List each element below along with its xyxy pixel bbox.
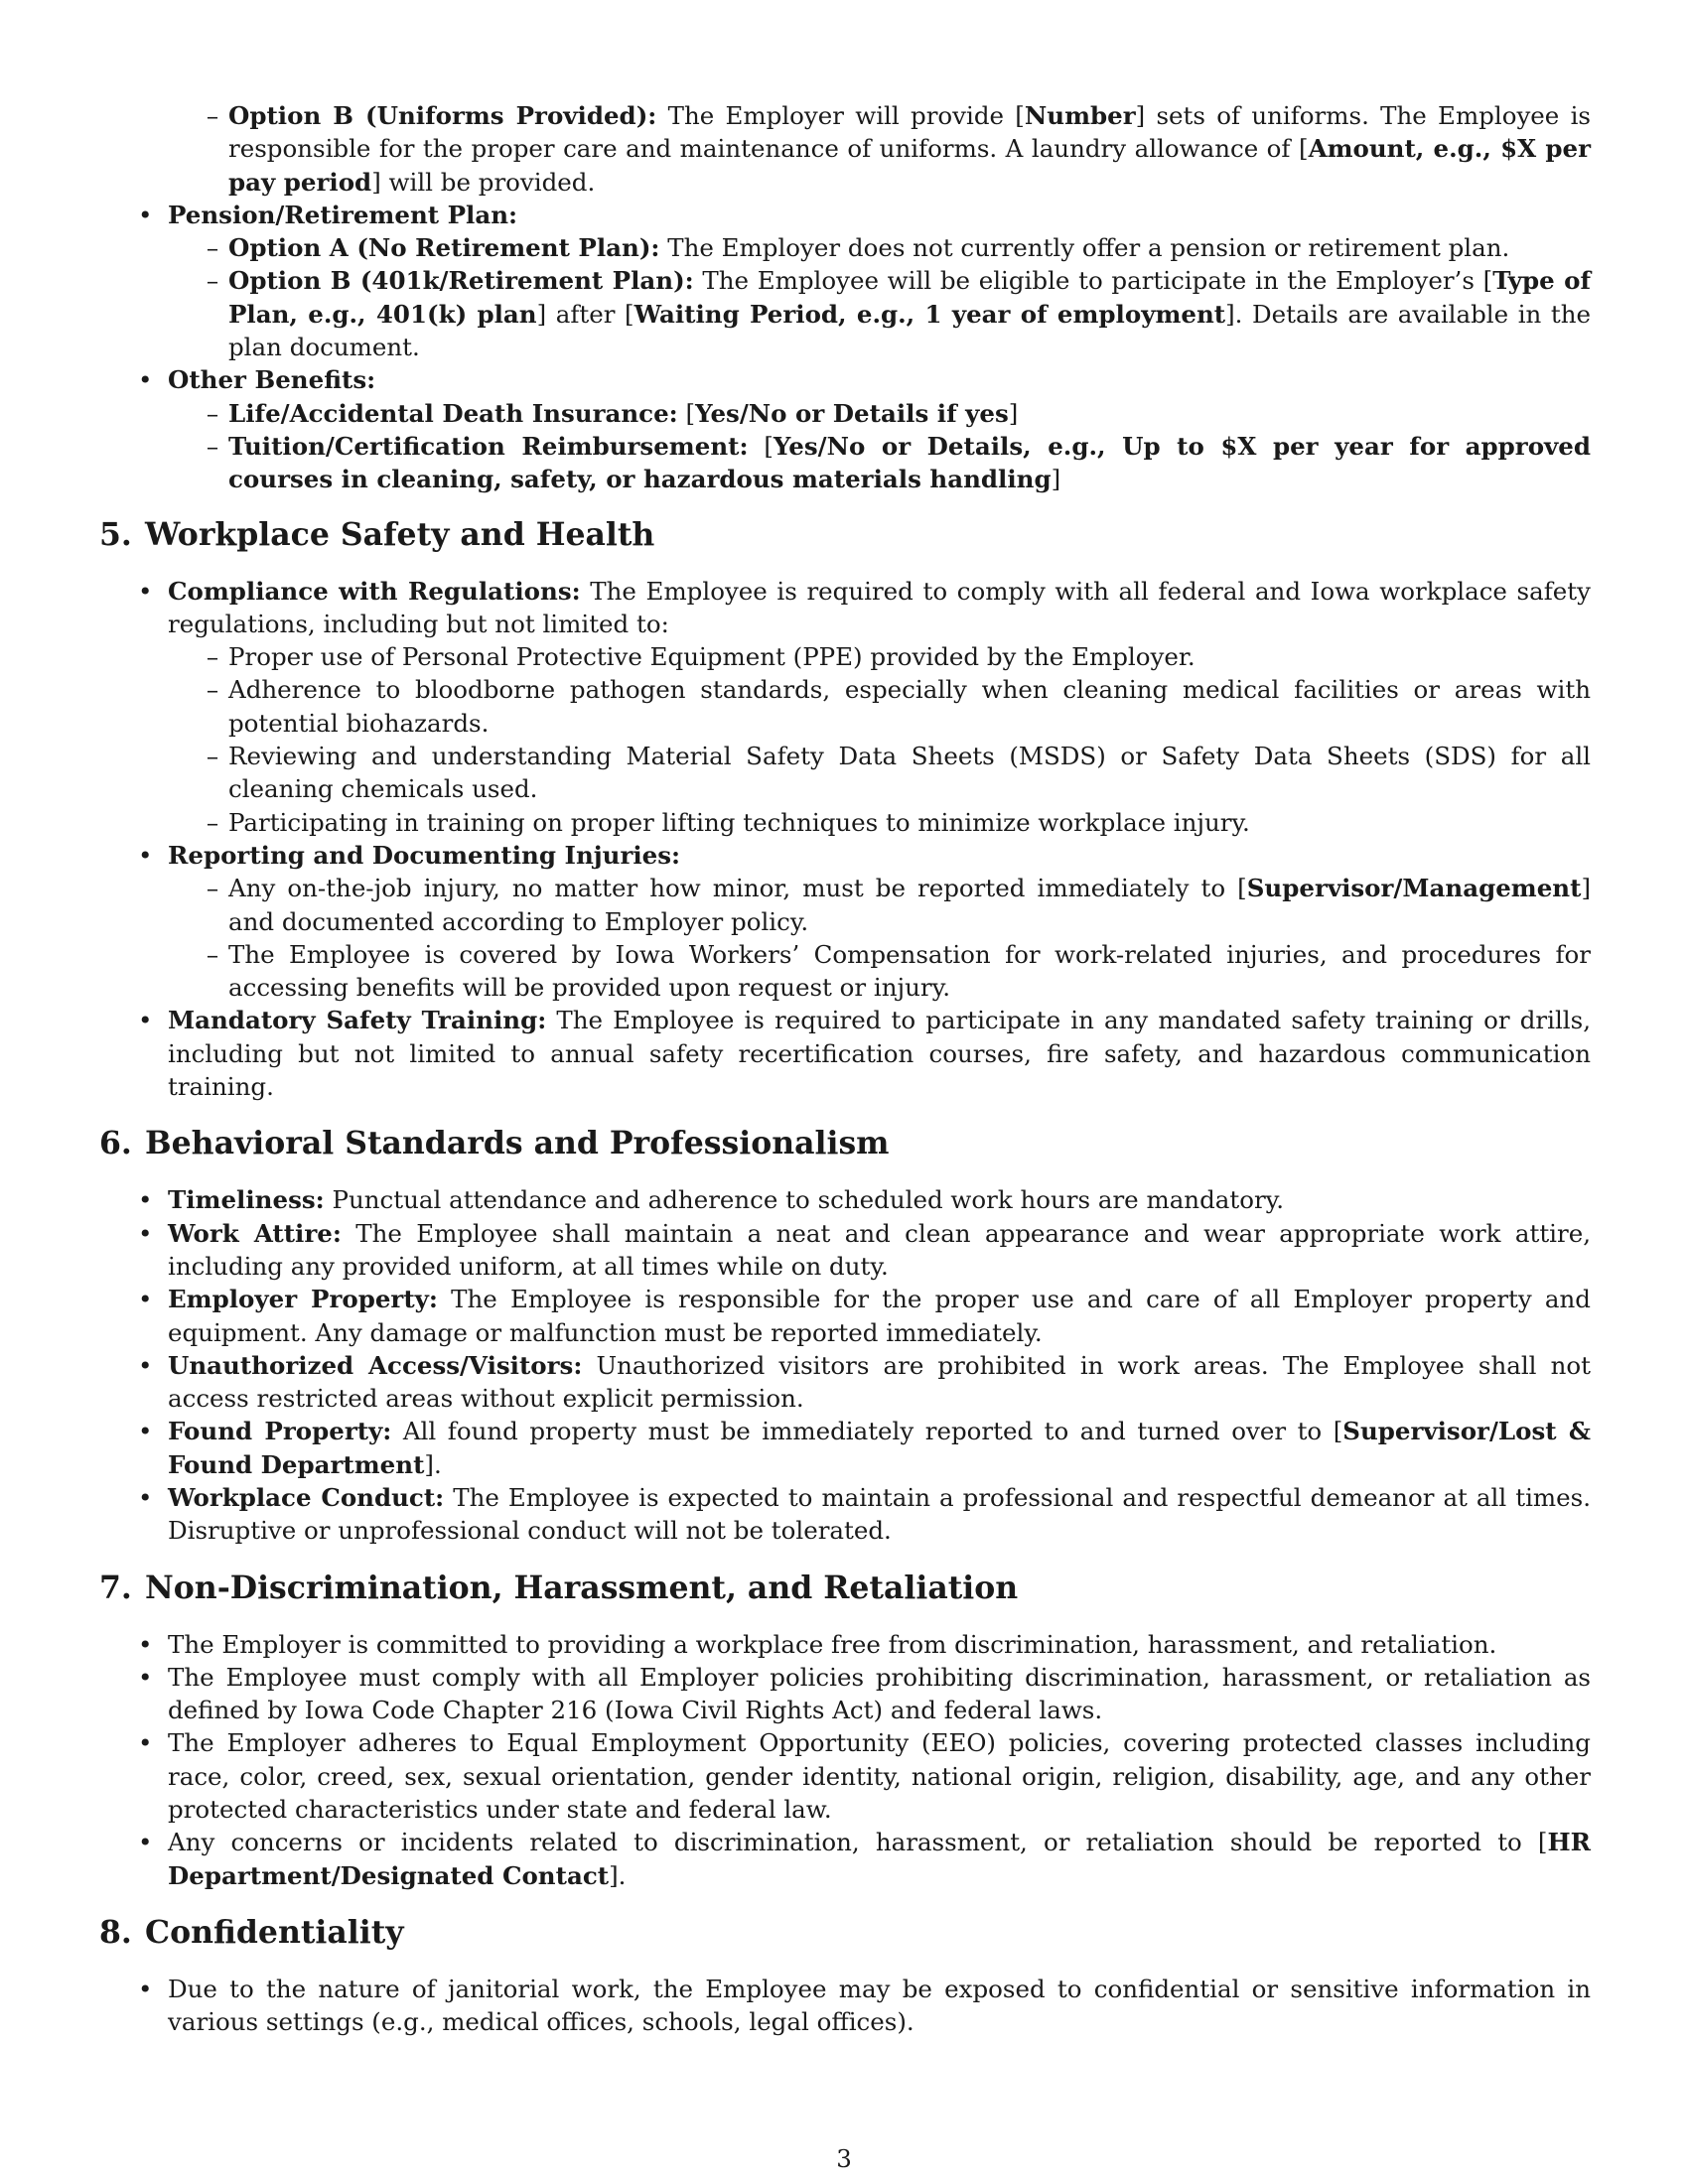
item-text xyxy=(168,1285,1591,1346)
bold-text-run: Supervisor/Lost & Found Department xyxy=(168,1417,1591,1479)
bold-text-run: Waiting Period, e.g., 1 year of employment xyxy=(633,299,1226,329)
text-run: ]. xyxy=(424,1449,442,1479)
bullet-item xyxy=(99,1217,1591,1284)
section-spacer xyxy=(99,1103,1591,1124)
section-number: 8. xyxy=(99,1913,132,1951)
bold-text-run: HR Department/Designated Contact xyxy=(168,1828,1591,1890)
item-text xyxy=(168,365,375,394)
section-bullet-list xyxy=(99,575,1591,1104)
bold-text-run: Tuition/Certification Reimbursement: xyxy=(228,431,749,461)
section-spacer xyxy=(99,1892,1591,1913)
bold-text-run: Supervisor/Management xyxy=(1246,874,1582,903)
text-run: ] after [ xyxy=(536,299,634,329)
bullet-marker: • xyxy=(138,1728,153,1758)
text-run: Punctual attendance and adherence to scheduled work hours are mandatory. xyxy=(324,1185,1285,1215)
bullet-marker: • xyxy=(138,1629,153,1659)
text-run: Any on-the-job injury, no matter how minor, must be reported immediately to [ xyxy=(228,874,1247,903)
section-heading xyxy=(99,1569,1591,1608)
bold-text-run: Option B (401k/Retirement Plan): xyxy=(228,266,694,296)
bullet-item xyxy=(99,1726,1591,1826)
text-run: ] sets of uniforms. The Employee is responsible for the proper care and maintenance of uniforms. A laundry allowance of [ xyxy=(228,101,1591,164)
text-run: The Employee will be eligible to participate in the Employer’s [ xyxy=(693,266,1493,296)
text-run: [ xyxy=(677,398,696,428)
bullet-marker: • xyxy=(138,1285,153,1314)
bullet-item xyxy=(99,1004,1591,1103)
section-spacer xyxy=(99,1548,1591,1569)
bullet-marker: • xyxy=(138,840,153,870)
section-heading xyxy=(99,1124,1591,1163)
dash-marker: – xyxy=(206,101,219,130)
text-run: The Employee is required to participate in any mandated safety training or drills, including but not limited to annual safety recertification courses, fire safety, and hazardous communication training. xyxy=(168,1006,1591,1102)
text-run: Unauthorized visitors are prohibited in work areas. The Employee shall not access restricted areas without explicit permission. xyxy=(168,1350,1591,1414)
text-run: The Employee is expected to maintain a professional and respectful demeanor at all times. Disruptive or unprofessional conduct will not be tolerated. xyxy=(168,1482,1591,1546)
text-run: The Employer is committed to providing a workplace free from discrimination, harassment, and retaliation. xyxy=(168,1629,1497,1659)
item-text xyxy=(168,1828,1591,1889)
bold-text-run: Compliance with Regulations: xyxy=(168,576,581,606)
text-run: Any concerns or incidents related to discrimination, harassment, or retaliation should be reported to [ xyxy=(168,1828,1548,1857)
text-run: ]. Details are available in the plan document. xyxy=(228,299,1591,362)
bullet-marker: • xyxy=(138,1350,153,1380)
bullet-item xyxy=(99,1283,1591,1349)
section-title: Confidentiality xyxy=(145,1913,404,1951)
bold-text-run: Type of Plan, e.g., 401(k) plan xyxy=(228,266,1592,329)
sub-bullet-item xyxy=(168,872,1591,938)
item-text xyxy=(228,940,1591,1002)
bullet-item xyxy=(99,1973,1591,2039)
section-title: Behavioral Standards and Professionalism xyxy=(145,1125,890,1162)
section-spacer xyxy=(99,555,1591,575)
item-text xyxy=(228,742,1591,803)
section-title: Non-Discrimination, Harassment, and Retaliation xyxy=(145,1569,1019,1606)
text-run: The Employee is responsible for the proper use and care of all Employer property and equipment. Any damage or malfunction must be reported immediately. xyxy=(168,1285,1591,1347)
bullet-marker: • xyxy=(138,365,153,395)
item-text xyxy=(168,1728,1591,1824)
item-text xyxy=(168,577,1591,638)
bullet-marker: • xyxy=(138,1828,153,1857)
bullet-item xyxy=(99,1183,1591,1216)
bold-text-run: Option B (Uniforms Provided): xyxy=(228,101,657,130)
text-run: The Employee must comply with all Employer policies prohibiting discrimination, harassment, or retaliation as defined by Iowa Code Chapter 216 (Iowa Civil Rights Act) and federal laws. xyxy=(168,1662,1591,1725)
bold-text-run: Mandatory Safety Training: xyxy=(168,1006,547,1035)
sub-bullet-item xyxy=(99,99,1591,199)
benefits-list xyxy=(99,199,1591,496)
text-run: All found property must be immediately reported to and turned over to [ xyxy=(391,1417,1343,1446)
bold-text-run: Timeliness: xyxy=(168,1185,325,1215)
item-text xyxy=(228,808,1250,837)
text-run: The Employee is covered by Iowa Workers’ Compensation for work-related injuries, and procedures for accessing benefits will be provided upon request or injury. xyxy=(228,939,1591,1003)
sub-bullet-list xyxy=(168,231,1591,363)
text-run: ]. xyxy=(609,1860,627,1890)
section-spacer xyxy=(99,1953,1591,1973)
bold-text-run: Option A (No Retirement Plan): xyxy=(228,233,660,263)
item-text xyxy=(228,642,1196,671)
item-text xyxy=(168,1630,1496,1659)
text-run: The Employer does not currently offer a pension or retirement plan. xyxy=(659,233,1510,263)
section-title: Workplace Safety and Health xyxy=(145,515,655,553)
bold-text-run: Found Property: xyxy=(168,1417,392,1446)
bold-text-run: Yes/No or Details, e.g., Up to $X per year for approved courses in cleaning, safety, or hazardous materials handling xyxy=(228,431,1592,494)
bold-text-run: Reporting and Documenting Injuries: xyxy=(168,840,681,870)
sub-bullet-item xyxy=(168,397,1591,430)
bullet-marker: • xyxy=(138,1482,153,1512)
dash-marker: – xyxy=(206,398,219,428)
item-text xyxy=(168,1975,1591,2036)
bold-text-run: Life/Accidental Death Insurance: xyxy=(228,398,678,428)
item-text xyxy=(228,233,1509,262)
bullet-item xyxy=(99,1415,1591,1481)
sub-bullet-item xyxy=(168,430,1591,496)
text-run: ] will be provided. xyxy=(371,167,596,197)
dash-marker: – xyxy=(206,675,219,705)
bullet-item xyxy=(99,1349,1591,1416)
item-text xyxy=(168,201,517,229)
text-run: ] xyxy=(1051,465,1061,494)
section-spacer xyxy=(99,496,1591,515)
text-run: [ xyxy=(748,431,774,461)
sub-bullet-list xyxy=(168,872,1591,1004)
sub-bullet-item xyxy=(168,806,1591,839)
section-bullet-list xyxy=(99,1973,1591,2039)
continued-option-list xyxy=(99,99,1591,199)
dash-marker: – xyxy=(206,233,219,263)
bullet-marker: • xyxy=(138,576,153,606)
bold-text-run: Workplace Conduct: xyxy=(168,1482,445,1512)
item-text xyxy=(228,399,1018,428)
bullet-item xyxy=(99,1661,1591,1727)
bullet-marker: • xyxy=(138,200,153,229)
bullet-marker: • xyxy=(138,1006,153,1035)
text-run: ] xyxy=(1008,398,1019,428)
dash-marker: – xyxy=(206,642,219,672)
item-text xyxy=(168,1663,1591,1724)
bold-text-run: Pension/Retirement Plan: xyxy=(168,200,518,229)
text-run: Adherence to bloodborne pathogen standards, especially when cleaning medical facilities or areas with potential biohazards. xyxy=(228,675,1591,738)
bullet-item xyxy=(99,199,1591,363)
item-text xyxy=(168,1006,1591,1101)
sub-bullet-item xyxy=(168,938,1591,1005)
dash-marker: – xyxy=(206,431,219,461)
bold-text-run: Yes/No or Details if yes xyxy=(695,398,1009,428)
bold-text-run: Number xyxy=(1024,101,1136,130)
item-text xyxy=(228,675,1591,737)
section-spacer xyxy=(99,1163,1591,1183)
sub-bullet-item xyxy=(168,231,1591,264)
dash-marker: – xyxy=(206,807,219,837)
bullet-item xyxy=(99,575,1591,839)
bold-text-run: Work Attire: xyxy=(168,1218,342,1248)
item-text xyxy=(228,432,1591,493)
sub-bullet-list xyxy=(168,397,1591,496)
sub-bullet-list xyxy=(168,640,1591,839)
bullet-marker: • xyxy=(138,1185,153,1215)
text-run: ] and documented according to Employer policy. xyxy=(228,874,1591,936)
item-text xyxy=(228,101,1591,197)
bullet-marker: • xyxy=(138,1417,153,1446)
dash-marker: – xyxy=(206,742,219,771)
text-run: Participating in training on proper lifting techniques to minimize workplace injury. xyxy=(228,807,1250,837)
bold-text-run: Employer Property: xyxy=(168,1285,438,1314)
bold-text-run: Amount, e.g., $X per pay period xyxy=(228,134,1591,197)
section-number: 7. xyxy=(99,1569,132,1606)
dash-marker: – xyxy=(206,874,219,903)
section-number: 6. xyxy=(99,1125,132,1162)
bold-text-run: Other Benefits: xyxy=(168,365,376,395)
item-text xyxy=(168,1483,1591,1545)
section-heading xyxy=(99,1913,1591,1953)
dash-marker: – xyxy=(206,939,219,969)
dash-marker: – xyxy=(206,266,219,296)
item-text xyxy=(168,1417,1591,1478)
sub-bullet-item xyxy=(168,740,1591,806)
item-text xyxy=(168,1219,1591,1281)
bold-text-run: Unauthorized Access/Visitors: xyxy=(168,1350,583,1380)
text-run: Proper use of Personal Protective Equipment (PPE) provided by the Employer. xyxy=(228,642,1196,672)
item-text xyxy=(168,1185,1284,1214)
text-run: Due to the nature of janitorial work, the Employee may be exposed to confidential or sensitive information in various settings (e.g., medical offices, schools, legal offices). xyxy=(168,1974,1591,2037)
sub-bullet-item xyxy=(168,264,1591,363)
item-text xyxy=(168,1351,1591,1413)
bullet-item xyxy=(99,1826,1591,1892)
bullet-item xyxy=(99,1628,1591,1661)
bullet-item xyxy=(99,363,1591,495)
bullet-item xyxy=(99,1481,1591,1548)
text-run: The Employee shall maintain a neat and clean appearance and wear appropriate work attire, including any provided uniform, at all times while on duty. xyxy=(168,1218,1591,1281)
item-text xyxy=(228,266,1591,361)
text-run: Reviewing and understanding Material Safety Data Sheets (MSDS) or Safety Data Sheets (SDS) for all cleaning chemicals used. xyxy=(228,742,1591,804)
page-number: 3 xyxy=(836,2144,852,2173)
bullet-item xyxy=(99,839,1591,1004)
item-text xyxy=(228,874,1591,935)
section-number: 5. xyxy=(99,515,132,553)
bullet-marker: • xyxy=(138,1218,153,1248)
item-text xyxy=(168,841,680,870)
bullet-marker: • xyxy=(138,1974,153,2003)
text-run: The Employer adheres to Equal Employment Opportunity (EEO) policies, covering protected classes including race, color, creed, sex, sexual orientation, gender identity, national origin, religion, disability, age, and any other protected characteristics under state and federal law. xyxy=(168,1728,1591,1825)
bullet-marker: • xyxy=(138,1662,153,1692)
sub-bullet-item xyxy=(168,640,1591,673)
section-bullet-list xyxy=(99,1628,1591,1892)
sections-container xyxy=(99,496,1591,2039)
section-bullet-list xyxy=(99,1183,1591,1547)
section-heading xyxy=(99,515,1591,555)
page-content xyxy=(99,99,1591,2039)
section-spacer xyxy=(99,1608,1591,1628)
sub-bullet-item xyxy=(168,673,1591,740)
text-run: The Employer will provide [ xyxy=(656,101,1025,130)
text-run: The Employee is required to comply with all federal and Iowa workplace safety regulations, including but not limited to: xyxy=(168,576,1591,638)
